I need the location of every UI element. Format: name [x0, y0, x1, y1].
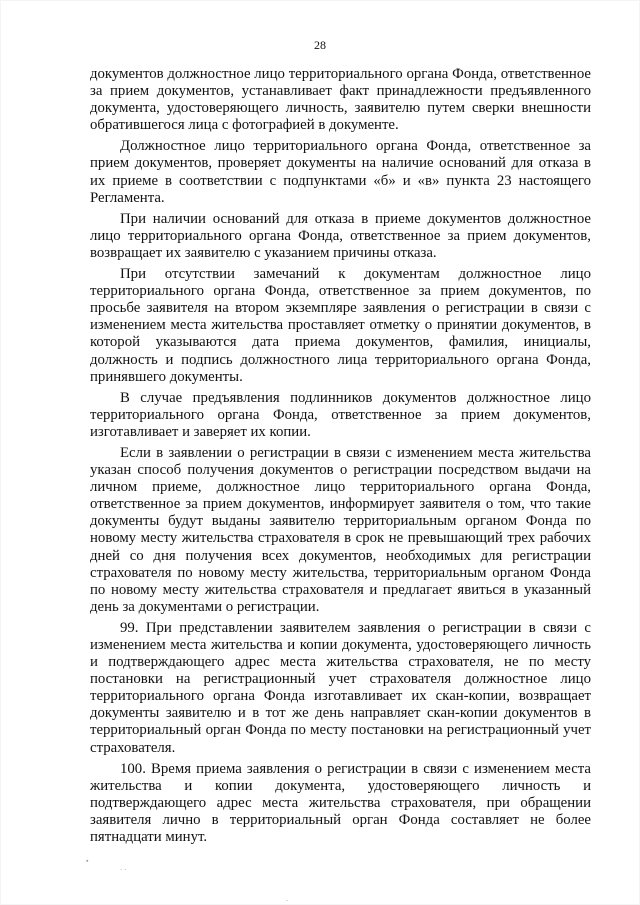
paragraph-continuation: документов должностное лицо территориального органа Фонда, ответственное за прием документов, устанавливает факт принадлежности предъявленного документа, удостоверяющего личность, заявителю путем сверки внешности обратившегося лица с фотографией в документе.	[90, 66, 591, 134]
paragraph-copies: В случае предъявления подлинников документов должностное лицо территориального органа Фонда, ответственное за прием документов, изготавливает и заверяет их копии.	[90, 389, 591, 440]
scan-artifact: ▪	[86, 857, 89, 865]
paragraph-item-100: 100. Время приема заявления о регистрации в связи с изменением места жительства и копии документа, удостоверяющего личность и подтверждающего адрес места жительства страхователя, при обращении заявителя лично в территориальный орган Фонда составляет не более пятнадцати минут.	[90, 760, 591, 846]
paragraph-document-check: Должностное лицо территориального органа Фонда, ответственное за прием документов, проверяет документы на наличие оснований для отказа в их приеме в соответствии с подпунктами «б» и «в» пункта 23 настоящего Регламента.	[90, 138, 591, 206]
paragraph-item-99: 99. При представлении заявителем заявления о регистрации в связи с изменением места жительства и копии документа, удостоверяющего личность и подтверждающего адрес места жительства страхователя, не по месту постановки на регистрационный учет страхователя должностное лицо территориального органа Фонда изготавливает их скан-копии, возвращает документы заявителю и в тот же день направляет скан-копии документов в территориальный орган Фонда по месту постановки на регистрационный учет страхователя.	[90, 619, 591, 756]
paragraph-refusal-return: При наличии оснований для отказа в приеме документов должностное лицо территориального органа Фонда, ответственное за прием документов, возвращает их заявителю с указанием причины отказа.	[90, 210, 591, 261]
page-number: 28	[314, 38, 326, 52]
document-body	[90, 66, 591, 850]
scan-artifact: · ·	[120, 866, 127, 874]
paragraph-personal-pickup: Если в заявлении о регистрации в связи с изменением места жительства указан способ получения документов о регистрации посредством выдачи на личном приеме, должностное лицо территориального органа Фонда, ответственное за прием документов, информирует заявителя о том, что такие документы будут выданы заявителю территориальным органом Фонда по новому месту жительства страхователя в срок не превышающий трех рабочих дней со дня получения всех документов, необходимых для регистрации страхователя по новому месту жительства, территориальным органом Фонда по новому месту жительства страхователя и предлагает явиться в указанный день за документами о регистрации.	[90, 444, 591, 615]
scan-artifact: ‧	[286, 897, 289, 905]
paragraph-acceptance-mark: При отсутствии замечаний к документам должностное лицо территориального органа Фонда, ответственное за прием документов, по просьбе заявителя на втором экземпляре заявления о регистрации в связи с изменением места жительства проставляет отметку о принятии документов, в которой указываются дата приема документов, фамилия, инициалы, должность и подпись должностного лица территориального органа Фонда, принявшего документы.	[90, 266, 591, 385]
